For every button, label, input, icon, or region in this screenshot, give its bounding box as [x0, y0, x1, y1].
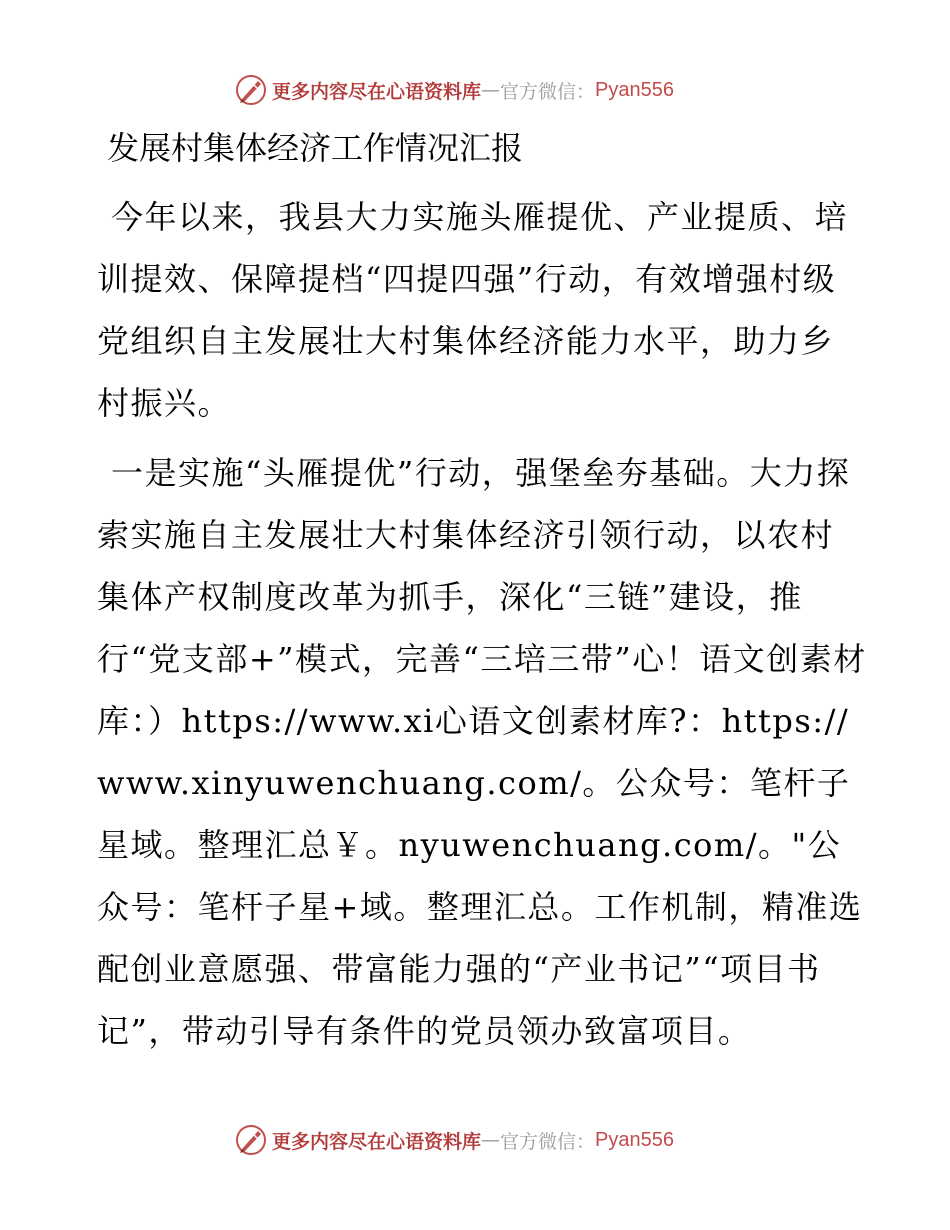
paragraph-text: 一是实施“头雁提优”行动，强堡垒夯基础。大力探索实施自主发展壮大村集体经济引领行动，以农村集体产权制度改革为抓手，深化“三链”建设，推行“党支部+”模式，完善“三培三带”心！语文创素材库：）https://www.xi心语文创素材库?：https://www.xinyuwenchuang.com/。公众号：笔杆子星域。整理汇总￥。nyuwenchuang.com/。"公众号：笔杆子星+域。整理汇总。工作机制，精准选配创业意愿强、带富能力强的“产业书记”“项目书记”，带动引导有条件的党员领办致富项目。 — [97, 454, 867, 1050]
watermark-banner-bottom — [234, 1120, 674, 1160]
watermark-slogan: 更多内容尽在心语资料库 — [272, 80, 482, 103]
quill-pen-logo-icon — [234, 73, 268, 107]
paragraph-intro — [97, 186, 867, 434]
paragraph-point-one — [97, 442, 867, 1062]
watermark-slogan: 更多内容尽在心语资料库 — [272, 1130, 482, 1153]
watermark-separator: — — [481, 1129, 501, 1151]
document-body — [97, 122, 867, 1070]
watermark-banner-top — [234, 70, 674, 110]
watermark-wechat-id: Pyan556 — [595, 1128, 674, 1151]
paragraph-text: 今年以来，我县大力实施头雁提优、产业提质、培训提效、保障提档“四提四强”行动，有效增强村级党组织自主发展壮大村集体经济能力水平，助力乡村振兴。 — [97, 198, 849, 422]
watermark-wechat-id: Pyan556 — [595, 78, 674, 101]
watermark-wechat-label: 官方微信： — [500, 80, 596, 103]
quill-pen-logo-icon — [234, 1123, 268, 1157]
document-title: 发展村集体经济工作情况汇报 — [107, 129, 524, 167]
watermark-separator: — — [481, 79, 501, 101]
watermark-wechat-label: 官方微信： — [500, 1130, 596, 1153]
